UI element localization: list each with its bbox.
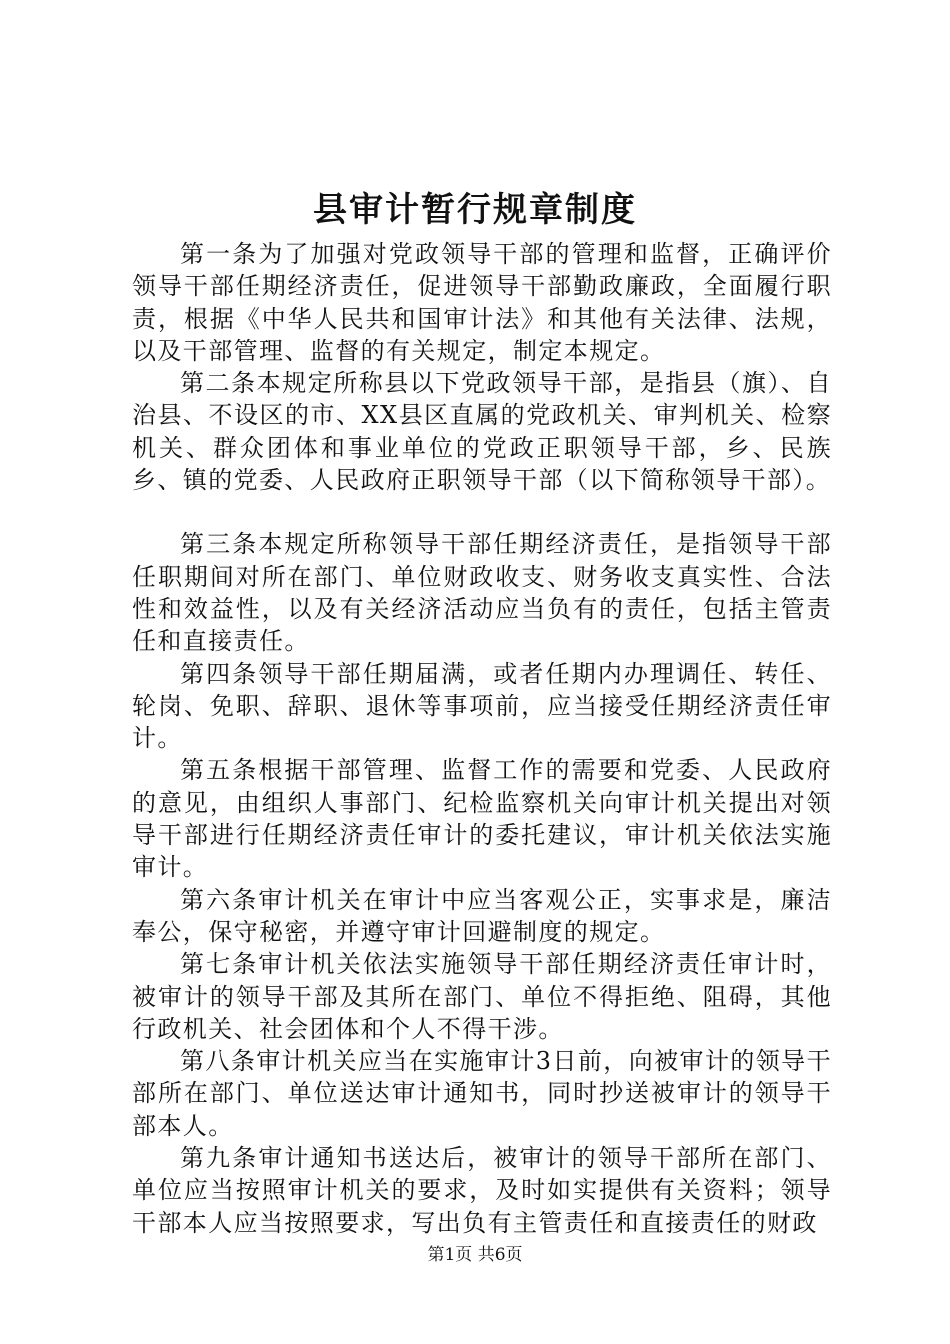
article-3-paragraph: 第三条本规定所称领导干部任期经济责任，是指领导干部任职期间对所在部门、单位财政收支、财务收支真实性、合法性和效益性，以及有关经济活动应当负有的责任，包括主管责任和直接责任。 <box>132 530 832 656</box>
article-4-paragraph: 第四条领导干部任期届满，或者任期内办理调任、转任、轮岗、免职、辞职、退休等事项前，应当接受任期经济责任审计。 <box>132 659 832 753</box>
article-8-paragraph: 第八条审计机关应当在实施审计3日前，向被审计的领导干部所在部门、单位送达审计通知书，同时抄送被审计的领导干部本人。 <box>132 1047 832 1140</box>
article-6-paragraph: 第六条审计机关在审计中应当客观公正，实事求是，廉洁奉公，保守秘密，并遵守审计回避制度的规定。 <box>132 885 832 946</box>
document-body <box>132 238 832 1239</box>
document-title: 县审计暂行规章制度 <box>313 190 637 230</box>
article-9-paragraph: 第九条审计通知书送达后，被审计的领导干部所在部门、单位应当按照审计机关的要求，及时如实提供有关资料；领导干部本人应当按照要求，写出负有主管责任和直接责任的财政 <box>132 1144 832 1237</box>
article-2-paragraph: 第二条本规定所称县以下党政领导干部，是指县（旗）、自治县、不设区的市、XX县区直属的党政机关、审判机关、检察机关、群众团体和事业单位的党政正职领导干部，乡、民族乡、镇的党委、人民政府正职领导干部（以下简称领导干部）。 <box>132 369 832 495</box>
article-7-paragraph: 第七条审计机关依法实施领导干部任期经济责任审计时，被审计的领导干部及其所在部门、单位不得拒绝、阻碍，其他行政机关、社会团体和个人不得干涉。 <box>132 950 832 1043</box>
article-5-paragraph: 第五条根据干部管理、监督工作的需要和党委、人民政府的意见，由组织人事部门、纪检监察机关向审计机关提出对领导干部进行任期经济责任审计的委托建议，审计机关依法实施审计。 <box>132 756 832 882</box>
article-1-paragraph: 第一条为了加强对党政领导干部的管理和监督，正确评价领导干部任期经济责任，促进领导干部勤政廉政，全面履行职责，根据《中华人民共和国审计法》和其他有关法律、法规，以及干部管理、监督的有关规定，制定本规定。 <box>132 240 832 365</box>
page-footer: 第1页 共6页 <box>427 1245 523 1265</box>
